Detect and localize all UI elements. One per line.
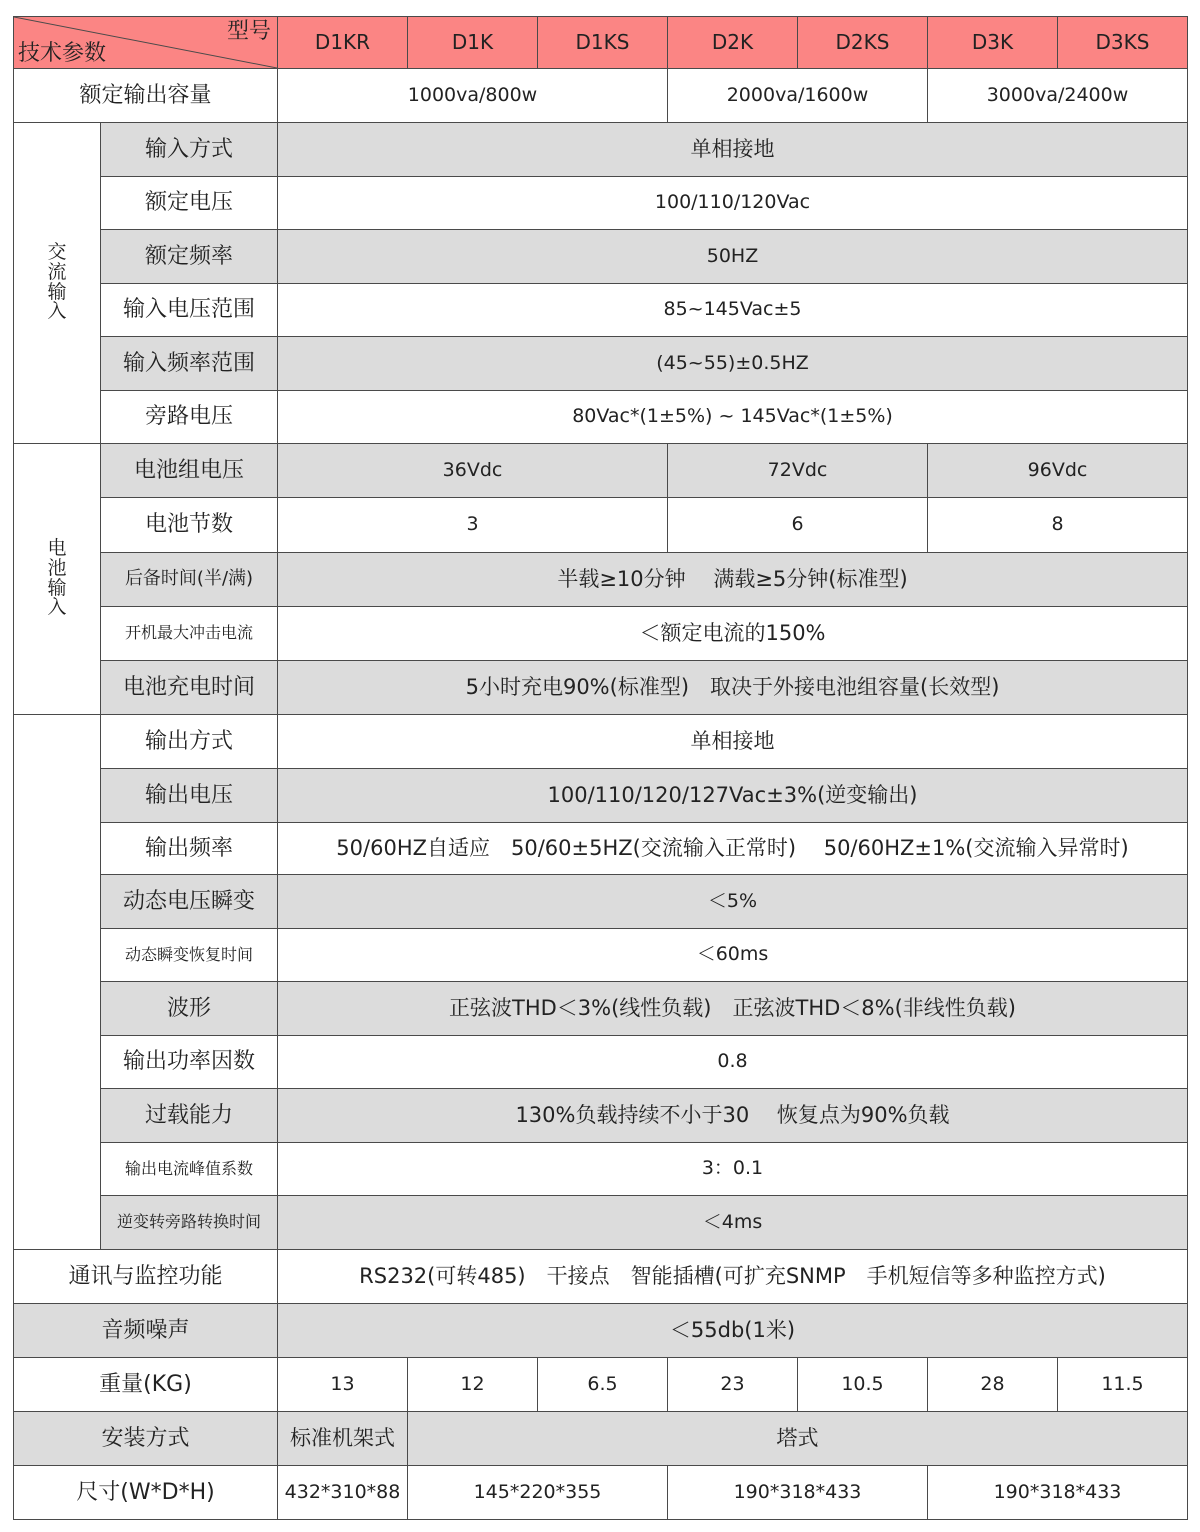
weight-label: 重量(KG): [14, 1358, 278, 1412]
weight-d3ks: 11.5: [1058, 1358, 1188, 1412]
waveform-value: 正弦波THD＜3%(线性负载) 正弦波THD＜8%(非线性负载): [278, 982, 1188, 1036]
power-factor-value: 0.8: [278, 1036, 1188, 1089]
row-output-voltage: [14, 769, 1188, 823]
overload-label: 过载能力: [101, 1089, 278, 1143]
overload-value: 130%负载持续不小于30 恢复点为90%负载: [278, 1089, 1188, 1143]
inrush-current-value: ＜额定电流的150%: [278, 607, 1188, 661]
communication-value: RS232(可转485) 干接点 智能插槽(可扩充SNMP 手机短信等多种监控方式): [278, 1250, 1188, 1304]
row-rated-frequency: [14, 230, 1188, 284]
rated-frequency-label: 额定频率: [101, 230, 278, 284]
battery-voltage-2k: 72Vdc: [668, 444, 928, 498]
input-voltage-range-label: 输入电压范围: [101, 284, 278, 337]
row-overload: [14, 1089, 1188, 1143]
row-crest-factor: [14, 1143, 1188, 1196]
rated-capacity-3k: 3000va/2400w: [928, 69, 1188, 123]
battery-voltage-1k: 36Vdc: [278, 444, 668, 498]
battery-voltage-label: 电池组电压: [101, 444, 278, 498]
communication-label: 通讯与监控功能: [14, 1250, 278, 1304]
row-backup-time: [14, 553, 1188, 607]
input-voltage-range-value: 85~145Vac±5: [278, 284, 1188, 337]
output-mode-value: 单相接地: [278, 715, 1188, 769]
output-frequency-label: 输出频率: [101, 823, 278, 875]
weight-d2ks: 10.5: [798, 1358, 928, 1412]
row-power-factor: [14, 1036, 1188, 1089]
input-frequency-range-label: 输入频率范围: [101, 337, 278, 391]
row-dynamic-voltage: [14, 875, 1188, 929]
output-frequency-value: 50/60HZ自适应 50/60±5HZ(交流输入正常时) 50/60HZ±1%(交流输入异常时): [278, 823, 1188, 875]
crest-factor-value: 3：0.1: [278, 1143, 1188, 1196]
battery-voltage-3k: 96Vdc: [928, 444, 1188, 498]
row-charge-time: [14, 661, 1188, 715]
dimensions-d1k: 145*220*355: [408, 1466, 668, 1520]
row-installation: [14, 1412, 1188, 1466]
input-mode-label: 输入方式: [101, 123, 278, 177]
noise-value: ＜55db(1米): [278, 1304, 1188, 1358]
charge-time-label: 电池充电时间: [101, 661, 278, 715]
bypass-voltage-value: 80Vac*(1±5%) ~ 145Vac*(1±5%): [278, 391, 1188, 444]
rated-frequency-value: 50HZ: [278, 230, 1188, 284]
dimensions-d3k: 190*318*433: [928, 1466, 1188, 1520]
row-waveform: [14, 982, 1188, 1036]
output-mode-label: 输出方式: [101, 715, 278, 769]
weight-d1ks: 6.5: [538, 1358, 668, 1412]
row-inrush-current: [14, 607, 1188, 661]
row-input-frequency-range: [14, 337, 1188, 391]
transfer-time-value: ＜4ms: [278, 1196, 1188, 1250]
row-input-voltage-range: [14, 284, 1188, 337]
model-d3k: D3K: [928, 17, 1058, 69]
row-rated-capacity: [14, 69, 1188, 123]
output-voltage-label: 输出电压: [101, 769, 278, 823]
row-noise: [14, 1304, 1188, 1358]
row-output-mode: [14, 715, 1188, 769]
crest-factor-label: 输出电流峰值系数: [101, 1143, 278, 1196]
dimensions-d2k: 190*318*433: [668, 1466, 928, 1520]
row-communication: [14, 1250, 1188, 1304]
battery-count-label: 电池节数: [101, 498, 278, 553]
row-battery-count: [14, 498, 1188, 553]
weight-d1kr: 13: [278, 1358, 408, 1412]
row-recovery-time: [14, 929, 1188, 982]
rated-capacity-1k: 1000va/800w: [278, 69, 668, 123]
output-voltage-value: 100/110/120/127Vac±3%(逆变输出): [278, 769, 1188, 823]
row-output-frequency: [14, 823, 1188, 875]
weight-d3k: 28: [928, 1358, 1058, 1412]
row-input-mode: [14, 123, 1188, 177]
inrush-current-label: 开机最大冲击电流: [101, 607, 278, 661]
noise-label: 音频噪声: [14, 1304, 278, 1358]
corner-param-label: 技术参数: [18, 40, 107, 66]
ac-input-group: 交流输入: [14, 123, 101, 444]
battery-count-1k: 3: [278, 498, 668, 553]
power-factor-label: 输出功率因数: [101, 1036, 278, 1089]
rated-capacity-label: 额定输出容量: [14, 69, 278, 123]
recovery-time-value: ＜60ms: [278, 929, 1188, 982]
installation-tower: 塔式: [408, 1412, 1188, 1466]
row-weight: [14, 1358, 1188, 1412]
battery-count-3k: 8: [928, 498, 1188, 553]
dimensions-label: 尺寸(W*D*H): [14, 1466, 278, 1520]
weight-d1k: 12: [408, 1358, 538, 1412]
model-d2ks: D2KS: [798, 17, 928, 69]
backup-time-label: 后备时间(半/满): [101, 553, 278, 607]
waveform-label: 波形: [101, 982, 278, 1036]
dynamic-voltage-label: 动态电压瞬变: [101, 875, 278, 929]
header-corner-cell: [14, 17, 278, 69]
weight-d2k: 23: [668, 1358, 798, 1412]
rated-voltage-value: 100/110/120Vac: [278, 177, 1188, 230]
row-battery-voltage: [14, 444, 1188, 498]
header-row: [14, 17, 1188, 69]
input-frequency-range-value: (45~55)±0.5HZ: [278, 337, 1188, 391]
output-group: [14, 715, 101, 1250]
bypass-voltage-label: 旁路电压: [101, 391, 278, 444]
battery-count-2k: 6: [668, 498, 928, 553]
installation-rack: 标准机架式: [278, 1412, 408, 1466]
row-bypass-voltage: [14, 391, 1188, 444]
battery-input-group: 电池输入: [14, 444, 101, 715]
charge-time-value: 5小时充电90%(标准型) 取决于外接电池组容量(长效型): [278, 661, 1188, 715]
row-rated-voltage: [14, 177, 1188, 230]
dynamic-voltage-value: ＜5%: [278, 875, 1188, 929]
rated-voltage-label: 额定电压: [101, 177, 278, 230]
input-mode-value: 单相接地: [278, 123, 1188, 177]
model-d2k: D2K: [668, 17, 798, 69]
row-transfer-time: [14, 1196, 1188, 1250]
model-d1kr: D1KR: [278, 17, 408, 69]
installation-label: 安装方式: [14, 1412, 278, 1466]
corner-model-label: 型号: [226, 19, 271, 44]
transfer-time-label: 逆变转旁路转换时间: [101, 1196, 278, 1250]
model-d1k: D1K: [408, 17, 538, 69]
recovery-time-label: 动态瞬变恢复时间: [101, 929, 278, 982]
model-d1ks: D1KS: [538, 17, 668, 69]
dimensions-d1kr: 432*310*88: [278, 1466, 408, 1520]
rated-capacity-2k: 2000va/1600w: [668, 69, 928, 123]
backup-time-value: 半载≥10分钟 满载≥5分钟(标准型): [278, 553, 1188, 607]
row-dimensions: [14, 1466, 1188, 1520]
spec-table: [13, 16, 1188, 1520]
model-d3ks: D3KS: [1058, 17, 1188, 69]
